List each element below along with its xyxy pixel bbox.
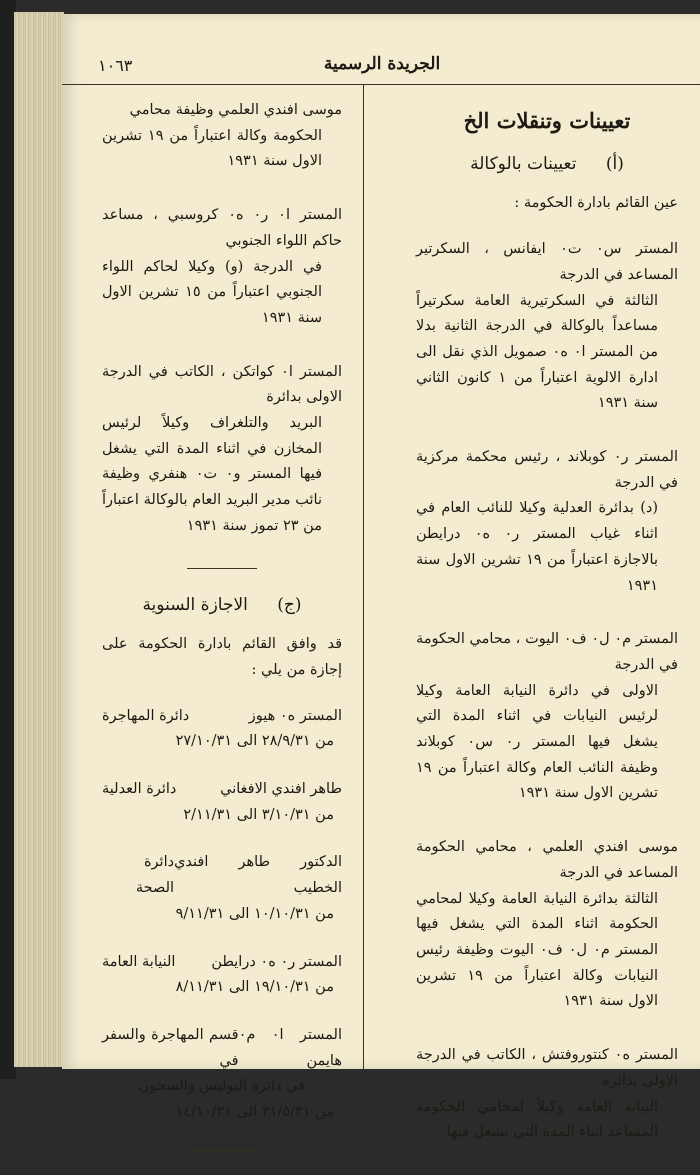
leave-name: طاهر افندي الافغاني	[220, 781, 342, 798]
leave-name: المستر ا٠ م٠ هايمن	[238, 1026, 342, 1069]
appointment-entry	[102, 203, 342, 332]
journal-name: الجريدة الرسمية	[323, 54, 441, 74]
column-divider	[363, 84, 364, 1069]
entry-first-line: المستر م٠ ل٠ ف٠ اليوت ، محامي الحكومة في الدرجة	[416, 631, 679, 673]
gazette-page	[62, 14, 700, 1141]
left-column	[102, 98, 342, 1175]
leave-name: الدكتور طاهر افندي الخطيب	[174, 854, 342, 897]
section-a-marker: (أ)	[605, 153, 624, 174]
leave-dates: من ٢٨/٩/٣١ الى ٢٧/١٠/٣١	[175, 733, 334, 750]
entry-body: الحكومة وكالة اعتباراً من ١٩ تشرين الاول سنة ١٩٣١	[102, 127, 323, 170]
leave-entry	[102, 704, 342, 755]
appointment-entry	[102, 360, 342, 540]
leave-name: المستر ه٠ هيوز	[248, 707, 342, 724]
entry-first-line: المستر ر٠ كوبلاند ، رئيس محكمة مركزية في الدرجة	[416, 449, 678, 491]
leave-dates: من ٣/١٠/٣١ الى ٢/١١/٣١	[183, 806, 334, 823]
leave-entry	[102, 850, 342, 927]
leave-entry	[102, 777, 342, 828]
entry-body: النيابة العامة وكيلاً لمحامي الحكومة المساعد اثناء المدة التي يشغل فيها	[416, 1098, 658, 1141]
entry-first-line: موسى افندي العلمي ، محامي الحكومة المساعد في الدرجة	[416, 839, 678, 881]
leave-intro: قد وافق القائم بادارة الحكومة على إجازة من يلي :	[102, 636, 342, 678]
leave-dates: من ٣١/٥/٣١ الى ١٤/١٠/٣١	[175, 1104, 334, 1121]
entry-body: (د) بدائرة العدلية وكيلا للنائب العام في اثناء غياب المستر ر٠ ه٠ درايطن بالاجازة اعتباراً من ١٩ تشرين الاول سنة ١٩٣١	[416, 500, 658, 594]
appointment-entry	[416, 1043, 678, 1146]
leave-department: دائرة الصحة	[135, 854, 175, 897]
appointment-entry	[416, 835, 678, 1015]
leave-name: المستر ر٠ ه٠ درايطن	[211, 953, 342, 970]
appointment-intro: عين القائم بادارة الحكومة :	[514, 195, 678, 212]
right-column	[416, 106, 678, 1174]
entry-first-line: موسى افندي العلمي وظيفة محامي	[129, 102, 342, 118]
leave-dates: من ١٩/١٠/٣١ الى ٨/١١/٣١	[175, 979, 334, 996]
leave-entry	[102, 950, 342, 1001]
section-a-heading	[416, 152, 678, 178]
leave-department: النيابة العامة	[102, 953, 176, 970]
appointment-entry	[416, 237, 678, 417]
entry-first-line: المستر س٠ ت٠ ايفانس ، السكرتير المساعد في الدرجة	[416, 241, 679, 283]
leave-department-continued: في دائرة البوليس والسجون	[138, 1078, 306, 1095]
entry-first-line: المستر ا٠ ر٠ ه٠ كروسبي ، مساعد حاكم اللواء الجنوبي	[102, 207, 342, 249]
entry-first-line: المستر ه٠ كنتوروفتش ، الكاتب في الدرجة الاولى بدائرة	[416, 1047, 678, 1089]
entry-body: في الدرجة (و) وكيلا لحاكم اللواء الجنوبي اعتباراً من ١٥ تشرين الاول سنة ١٩٣١	[102, 258, 322, 326]
page-number: ١٠٦٣	[98, 56, 133, 75]
entry-first-line: المستر ا٠ كواتكن ، الكاتب في الدرجة الاولى بدائرة	[102, 363, 342, 406]
section-divider	[187, 568, 257, 569]
section-c-marker: (ج)	[277, 594, 302, 615]
entry-body: الثالثة بدائرة النيابة العامة وكيلا لمحامي الحكومة اثناء المدة التي يشغل فيها المستر م٠ ل٠ ف٠ اليوت وظيفة رئيس النيابات وكالة اعتباراً من ١٩ تشرين الاول سنة ١٩٣١	[416, 890, 659, 1010]
entry-body: البريد والتلغراف وكيلاً لرئيس المخازن في اثناء المدة التي يشغل فيها المستر و٠ ت٠ هنفري وظيفة نائب مدير البريد العام بالوكالة اعتباراً من ٢٣ تموز سنة ١٩٣١	[102, 415, 323, 534]
leave-department: دائرة المهاجرة	[102, 707, 190, 724]
section-c-label: الاجازة السنوية	[142, 594, 248, 615]
leave-entry	[102, 1023, 342, 1126]
section-divider	[187, 1150, 257, 1151]
page-header	[62, 50, 700, 85]
appointment-entry	[416, 627, 678, 807]
section-c-heading	[102, 593, 342, 619]
leave-department: دائرة العدلية	[102, 781, 177, 798]
page-edges	[14, 12, 64, 1067]
leave-dates: من ١٠/١٠/٣١ الى ٩/١١/٣١	[175, 905, 334, 922]
section-title: تعيينات وتنقلات الخ	[463, 108, 631, 133]
appointment-entry	[416, 445, 678, 599]
leave-department: قسم المهاجرة والسفر في	[102, 1026, 239, 1069]
section-a-label: تعيينات بالوكالة	[470, 153, 577, 174]
appointment-entry	[102, 98, 342, 175]
entry-body: الثالثة في السكرتيرية العامة سكرتيراً مساعداً بالوكالة في الدرجة الثانية بدلا من المستر ا٠ ه٠ صمويل الذي نقل الى ادارة الالوية اعتباراً من ١ كانون الثاني سنة ١٩٣١	[416, 292, 658, 412]
entry-body: الاولى في دائرة النيابة العامة وكيلا لرئيس النيابات في اثناء المدة التي يشغل فيها المستر ر٠ س٠ كوبلاند وظيفة النائب العام وكالة اعتباراً من ١٩ تشرين الاول سنة ١٩٣١	[416, 682, 659, 802]
